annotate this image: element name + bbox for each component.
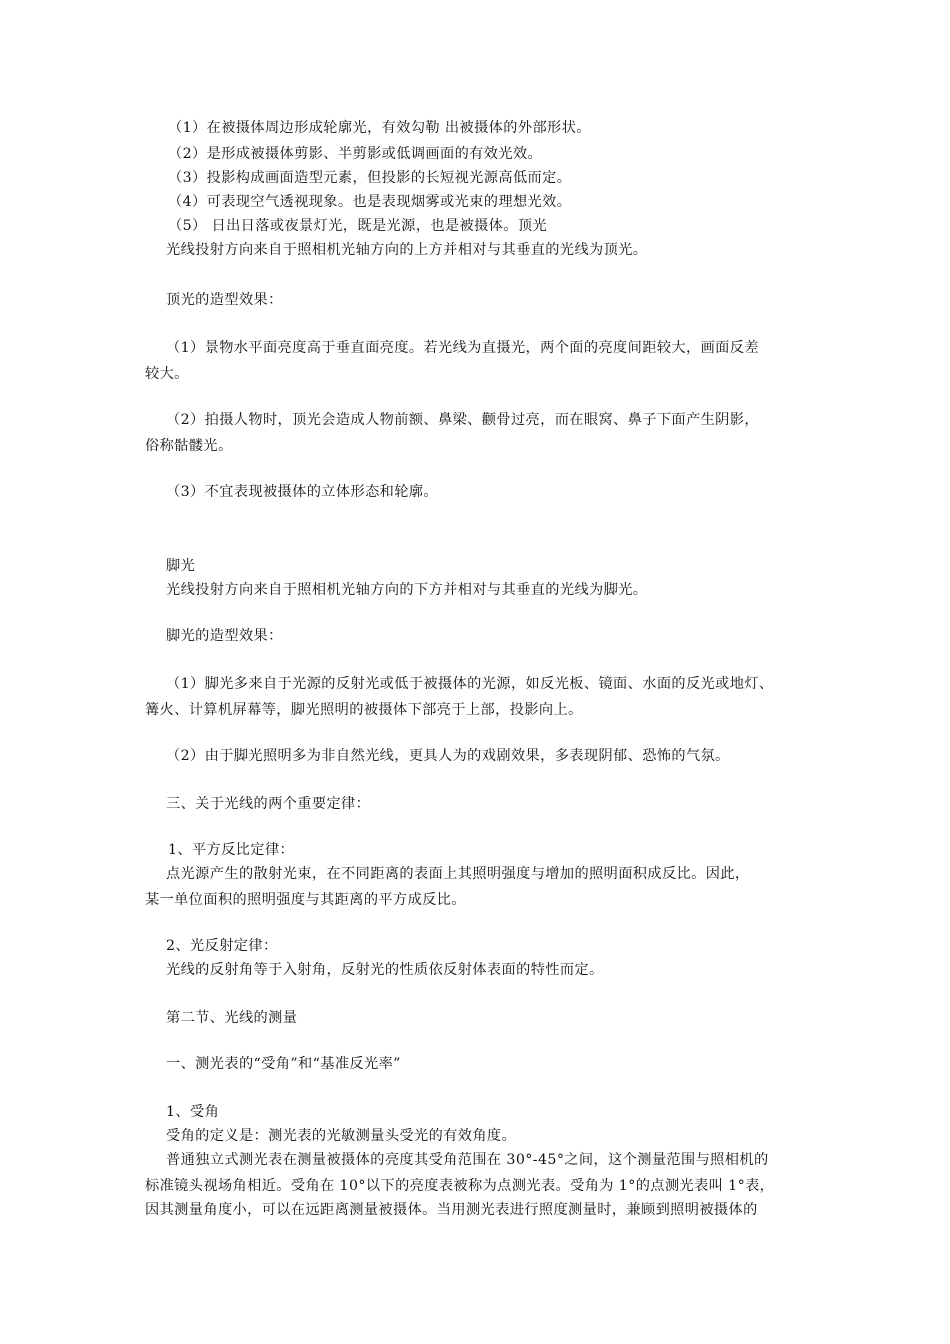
- text-line: 光线的反射角等于入射角，反射光的性质依反射体表面的特性而定。: [166, 962, 604, 978]
- text-line: 一、测光表的“受角”和“基准反光率”: [166, 1056, 401, 1072]
- text-line: 较大。: [145, 366, 189, 382]
- text-line: 篝火、计算机屏幕等，脚光照明的被摄体下部亮于上部，投影向上。: [145, 702, 583, 718]
- text-line: 光线投射方向来自于照相机光轴方向的下方并相对与其垂直的光线为脚光。: [166, 582, 648, 598]
- text-line: （1）景物水平面亮度高于垂直面亮度。若光线为直摄光，两个面的亮度间距较大，画面反差: [166, 340, 759, 356]
- text-line: 三、关于光线的两个重要定律：: [166, 796, 371, 812]
- text-line: （1）脚光多来自于光源的反射光或低于被摄体的光源，如反光板、镜面、水面的反光或地灯、: [166, 676, 774, 692]
- text-line: 2、光反射定律：: [166, 938, 278, 954]
- text-line: 俗称骷髅光。: [145, 438, 233, 454]
- text-line: 受角的定义是：测光表的光敏测量头受光的有效角度。: [166, 1128, 517, 1144]
- text-line: 第二节、光线的测量: [166, 1010, 298, 1026]
- text-line: （2）是形成被摄体剪影、半剪影或低调画面的有效光效。: [168, 146, 543, 162]
- text-line: （2）由于脚光照明多为非自然光线，更具人为的戏剧效果，多表现阴郁、恐怖的气氛。: [166, 748, 730, 764]
- text-line: 因其测量角度小，可以在远距离测量被摄体。当用测光表进行照度测量时，兼顾到照明被摄体的: [145, 1202, 758, 1218]
- text-line: 普通独立式测光表在测量被摄体的亮度其受角范围在 30°-45°之间，这个测量范围与照相机的: [166, 1152, 769, 1168]
- text-line: 1、平方反比定律：: [168, 842, 295, 858]
- text-line: 点光源产生的散射光束，在不同距离的表面上其照明强度与增加的照明面积成反比。因此，: [166, 866, 750, 882]
- text-line: （3）不宜表现被摄体的立体形态和轮廓。: [166, 484, 439, 500]
- text-line: （4）可表现空气透视现象。也是表现烟雾或光束的理想光效。: [168, 194, 572, 210]
- text-line: 脚光的造型效果：: [166, 628, 283, 644]
- text-line: （5） 日出日落或夜景灯光，既是光源，也是被摄体。顶光: [168, 218, 548, 234]
- text-line: 某一单位面积的照明强度与其距离的平方成反比。: [145, 892, 466, 908]
- text-line: 1、受角: [166, 1104, 220, 1120]
- text-line: 顶光的造型效果：: [166, 292, 283, 308]
- text-line: 标准镜头视场角相近。受角在 10°以下的亮度表被称为点测光表。受角为 1°的点测光表叫 1°表，: [145, 1178, 775, 1194]
- text-line: （2）拍摄人物时，顶光会造成人物前额、鼻梁、颧骨过亮，而在眼窝、鼻子下面产生阴影，: [166, 412, 759, 428]
- text-line: （3）投影构成画面造型元素，但投影的长短视光源高低而定。: [168, 170, 572, 186]
- text-line: 光线投射方向来自于照相机光轴方向的上方并相对与其垂直的光线为顶光。: [166, 242, 648, 258]
- text-line: 脚光: [166, 558, 196, 574]
- text-line: （1）在被摄体周边形成轮廓光，有效勾勒 出被摄体的外部形状。: [168, 120, 591, 136]
